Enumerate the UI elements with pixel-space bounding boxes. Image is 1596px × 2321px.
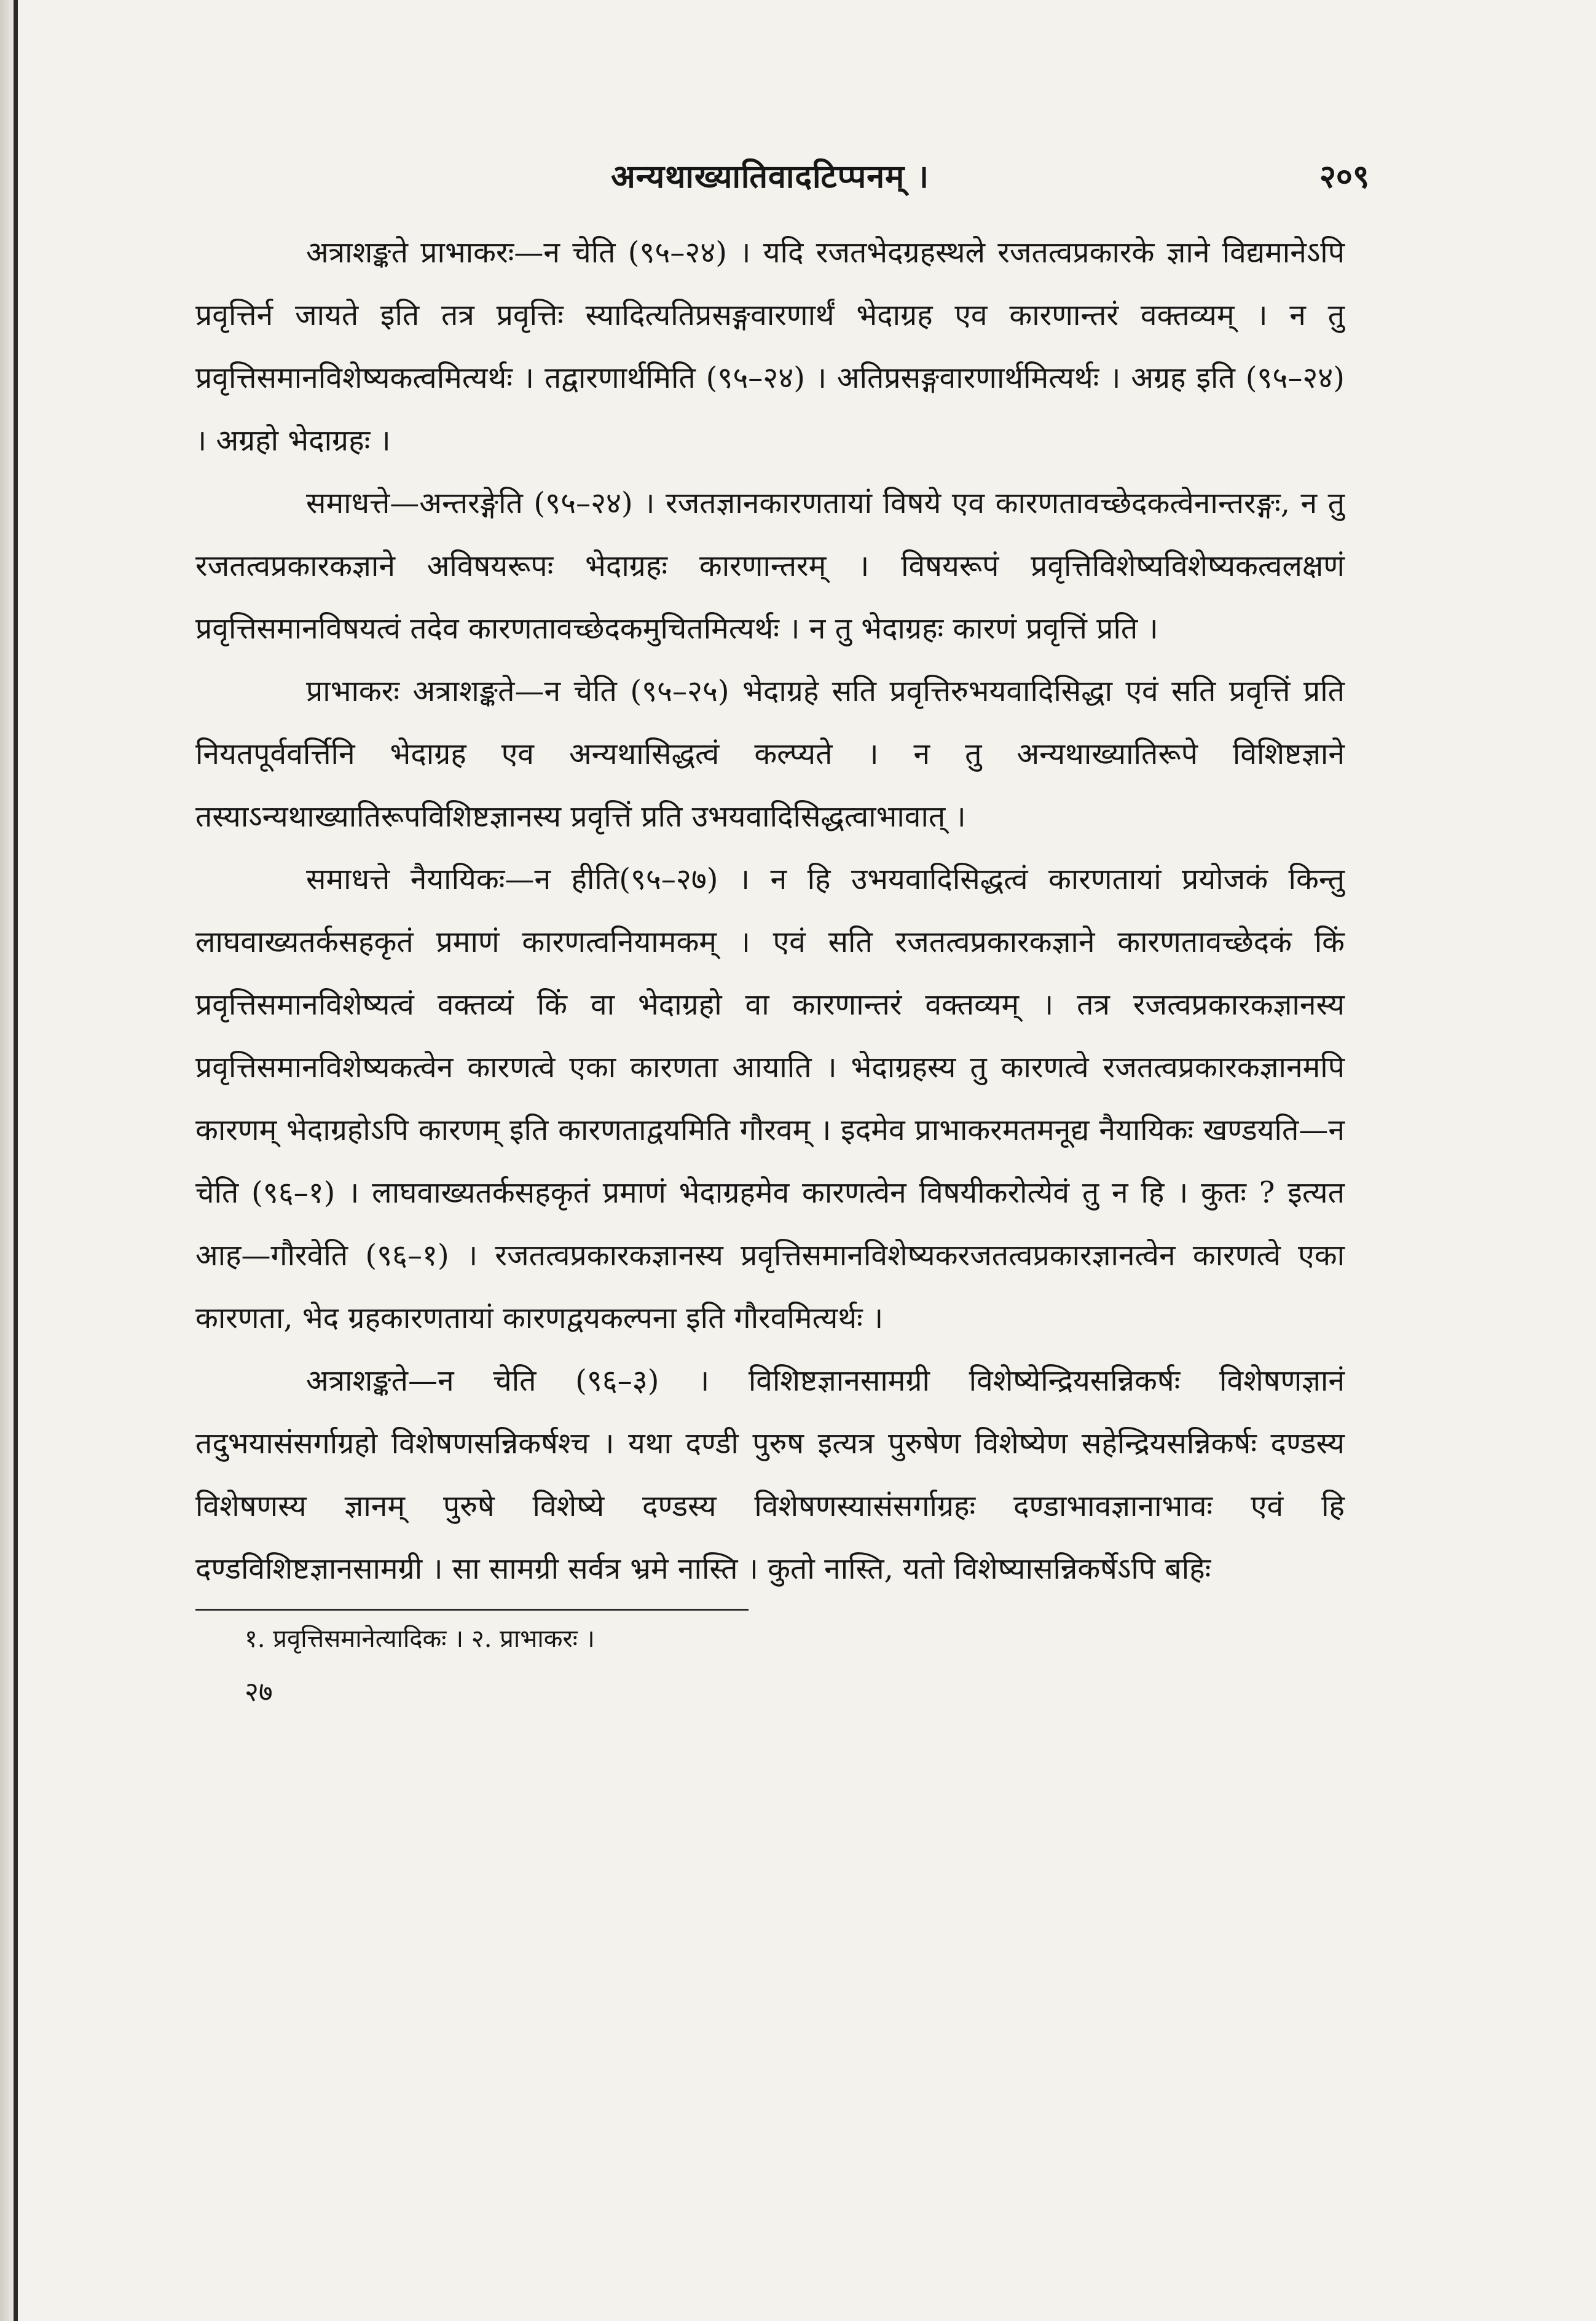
footnotes: १. प्रवृत्तिसमानेत्यादिकः । २. प्राभाकरः । [245,1625,595,1653]
page-header [195,154,1369,221]
paragraph: समाधत्ते—अन्तरङ्गेति (९५–२४) । रजतज्ञानकारणतायां विषये एव कारणतावच्छेदकत्वेनान्तरङ्गः, न तु रजतत्वप्रकारकज्ञाने अविषयरूपः भेदाग्रहः कारणान्तरम् । विषयरूपं प्रवृत्तिविशेष्यविशेष्यकत्वलक्षणं प्रवृत्तिसमानविषयत्वं तदेव कारणतावच्छेदकमुचितमित्यर्थः । न तु भेदाग्रहः कारणं प्रवृत्तिं प्रति । [195,486,1345,646]
body-text [195,221,1345,1600]
scan-binding-edge [14,0,18,2321]
running-title: अन्यथाख्यातिवादटिप्पनम् । [610,158,930,195]
document-page [195,154,1369,1709]
signature-mark: २७ [245,1676,273,1708]
page-number: २०९ [1319,158,1369,195]
scan-shadow [0,0,14,2321]
footnote-divider [195,1609,749,1611]
paragraph: अत्राशङ्कते प्राभाकरः—न चेति (९५–२४) । यदि रजतभेदग्रहस्थले रजतत्वप्रकारके ज्ञाने विद्यमानेऽपि प्रवृत्तिर्न जायते इति तत्र प्रवृत्तिः स्यादित्यतिप्रसङ्गवारणार्थं भेदाग्रह एव कारणान्तरं वक्तव्यम् । न तु प्रवृत्तिसमानविशेष्यकत्वमित्यर्थः । तद्वारणार्थमिति (९५–२४) । अतिप्रसङ्गवारणार्थमित्यर्थः । अग्रह इति (९५–२४) । अग्रहो भेदाग्रहः । [195,235,1345,458]
paragraph: प्राभाकरः अत्राशङ्कते—न चेति (९५–२५) भेदाग्रहे सति प्रवृत्तिरुभयवादिसिद्धा एवं सति प्रवृत्तिं प्रति नियतपूर्ववर्त्तिनि भेदाग्रह एव अन्यथासिद्धत्वं कल्प्यते । न तु अन्यथाख्यातिरूपे विशिष्टज्ञाने तस्याऽन्यथाख्यातिरूपविशिष्टज्ञानस्य प्रवृत्तिं प्रति उभयवादिसिद्धत्वाभावात् । [195,674,1345,834]
paragraph: समाधत्ते नैयायिकः—न हीति(९५–२७) । न हि उभयवादिसिद्धत्वं कारणतायां प्रयोजकं किन्तु लाघवाख्यतर्कसहकृतं प्रमाणं कारणत्वनियामकम् । एवं सति रजतत्वप्रकारकज्ञाने कारणतावच्छेदकं किं प्रवृत्तिसमानविशेष्यत्वं वक्तव्यं किं वा भेदाग्रहो वा कारणान्तरं वक्तव्यम् । तत्र रजत्वप्रकारकज्ञानस्य प्रवृत्तिसमानविशेष्यकत्वेन कारणत्वे एका कारणता आयाति । भेदाग्रहस्य तु कारणत्वे रजतत्वप्रकारकज्ञानमपि कारणम् भेदाग्रहोऽपि कारणम् इति कारणताद्वयमिति गौरवम् । इदमेव प्राभाकरमतमनूद्य नैयायिकः खण्डयति—न चेति (९६–१) । लाघवाख्यतर्कसहकृतं प्रमाणं भेदाग्रहमेव कारणत्वेन विषयीकरोत्येवं तु न हि । कुतः ? इत्यत आह—गौरवेति (९६–१) । रजतत्वप्रकारकज्ञानस्य प्रवृत्तिसमानविशेष्यकरजतत्वप्रकारज्ञानत्वेन कारणत्वे एका कारणता, भेद ग्रहकारणतायां कारणद्वयकल्पना इति गौरवमित्यर्थः । [195,862,1345,1335]
paragraph: अत्राशङ्कते—न चेति (९६–३) । विशिष्टज्ञानसामग्री विशेष्येन्द्रियसन्निकर्षः विशेषणज्ञानं तदुभयासंसर्गाग्रहो विशेषणसन्निकर्षश्च । यथा दण्डी पुरुष इत्यत्र पुरुषेण विशेष्येण सहेन्द्रियसन्निकर्षः दण्डस्य विशेषणस्य ज्ञानम् पुरुषे विशेष्ये दण्डस्य विशेषणस्यासंसर्गाग्रहः दण्डाभावज्ञानाभावः एवं हि दण्डविशिष्टज्ञानसामग्री । सा सामग्री सर्वत्र भ्रमे नास्ति । कुतो नास्ति, यतो विशेष्यासन्निकर्षेऽपि बहिः [195,1364,1345,1586]
